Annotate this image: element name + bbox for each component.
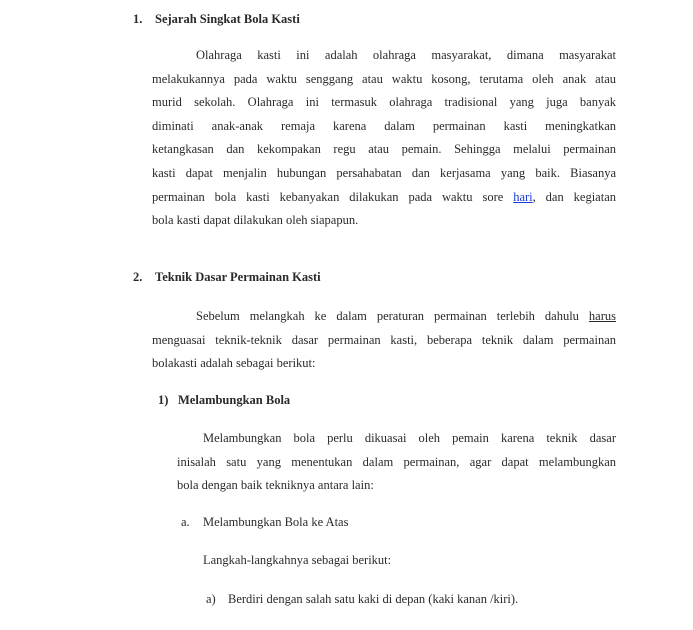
paragraph-line: melakukannya pada waktu senggang atau waktu kosong, terutama oleh anak atau	[152, 71, 616, 86]
paragraph-line: murid sekolah. Olahraga ini termasuk olahraga tradisional yang juga banyak	[152, 95, 616, 110]
step-a-label: a)	[206, 592, 216, 606]
step-a	[206, 592, 518, 607]
paragraph-line	[152, 305, 616, 329]
section-2-paragraph	[152, 305, 616, 376]
list-item-a-label: a.	[181, 515, 190, 529]
list-item-a	[181, 515, 348, 530]
paragraph-line	[152, 186, 616, 210]
step-a-text: Berdiri dengan salah satu kaki di depan (kaki kanan /kiri).	[228, 592, 519, 606]
section-1-paragraph	[152, 44, 616, 233]
subsection-1-title: Melambungkan Bola	[178, 393, 291, 407]
steps-intro: Langkah-langkahnya sebagai berikut:	[203, 553, 392, 567]
hari-link[interactable]: hari	[513, 189, 533, 204]
subsection-1-number: 1)	[158, 393, 169, 407]
paragraph-line: inisalah satu yang menentukan dalam permainan, agar dapat melambungkan	[177, 454, 616, 469]
section-2-number: 2.	[133, 270, 143, 284]
paragraph-line: menguasai teknik-teknik dasar permainan kasti, beberapa teknik dalam permainan	[152, 332, 616, 347]
paragraph-text: , dan kegiatan	[532, 189, 616, 204]
underlined-word: harus	[588, 309, 616, 323]
paragraph-line: bola dengan baik tekniknya antara lain:	[177, 478, 374, 493]
paragraph-line: bolakasti adalah sebagai berikut:	[152, 356, 316, 371]
subsection-1-paragraph	[177, 427, 616, 498]
paragraph-line: kasti dapat menjalin hubungan persahabatan dan kerjasama yang baik. Biasanya	[152, 165, 616, 180]
subsection-1-heading	[158, 393, 290, 408]
paragraph-line: bola kasti dapat dilakukan oleh siapapun.	[152, 213, 359, 228]
paragraph-text: Sebelum melangkah ke dalam peraturan permainan terlebih dahulu	[196, 309, 589, 323]
section-1-heading	[133, 12, 300, 27]
paragraph-line: ketangkasan dan kekompakan regu atau pemain. Sehingga melalui permainan	[152, 142, 616, 157]
section-2-title: Teknik Dasar Permainan Kasti	[155, 270, 321, 284]
list-item-a-text: Melambungkan Bola ke Atas	[203, 515, 349, 529]
section-2-heading	[133, 270, 321, 285]
section-1-title: Sejarah Singkat Bola Kasti	[155, 12, 300, 26]
paragraph-line: Melambungkan bola perlu dikuasai oleh pemain karena teknik dasar	[203, 431, 616, 445]
paragraph-text: permainan bola kasti kebanyakan dilakukan pada waktu sore	[152, 189, 514, 204]
section-1-number: 1.	[133, 12, 143, 26]
paragraph-line: diminati anak-anak remaja karena dalam permainan kasti meningkatkan	[152, 118, 616, 133]
paragraph-line: Olahraga kasti ini adalah olahraga masyarakat, dimana masyarakat	[196, 48, 616, 62]
